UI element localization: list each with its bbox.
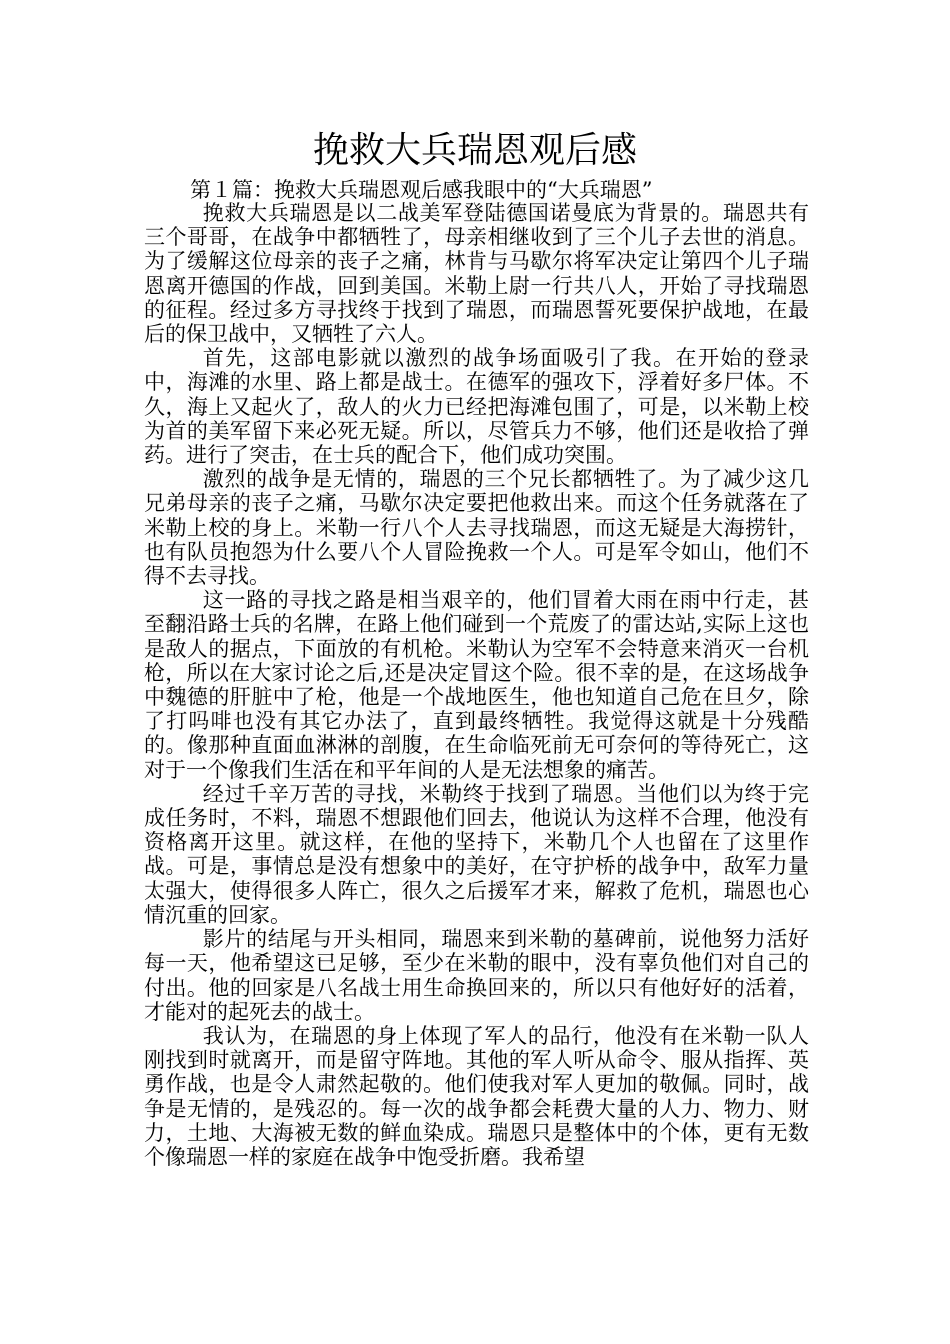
paragraph-5: 经过千辛万苦的寻找，米勒终于找到了瑞恩。当他们以为终于完成任务时，不料，瑞恩不想跟他们回去，他说认为这样不合理，他没有资格离开这里。就这样，在他的坚持下，米勒几个人也留在了这里作战。可是，事情总是没有想象中的美好，在守护桥的战争中，敌军力量太强大，使得很多人阵亡，很久之后援军才来，解救了危机，瑞恩也心情沉重的回家。 bbox=[144, 781, 809, 927]
section-heading: 第１篇：挽救大兵瑞恩观后感我眼中的“大兵瑞恩” bbox=[190, 178, 653, 202]
document-title: 挽救大兵瑞恩观后感 bbox=[312, 130, 637, 171]
document-body bbox=[144, 201, 809, 1169]
paragraph-6: 影片的结尾与开头相同，瑞恩来到米勒的墓碑前，说他努力活好每一天，他希望这已足够，至少在米勒的眼中，没有辜负他们对自己的付出。他的回家是八名战士用生命换回来的，所以只有他好好的活着，才能对的起死去的战士。 bbox=[144, 927, 809, 1024]
paragraph-2: 首先，这部电影就以激烈的战争场面吸引了我。在开始的登录中，海滩的水里、路上都是战士。在德军的强攻下，浮着好多尸体。不久，海上又起火了，敌人的火力已经把海滩包围了，可是，以米勒上校为首的美军留下来必死无疑。所以，尽管兵力不够，他们还是收拾了弹药。进行了突击，在士兵的配合下，他们成功突围。 bbox=[144, 346, 809, 468]
paragraph-1: 挽救大兵瑞恩是以二战美军登陆德国诺曼底为背景的。瑞恩共有三个哥哥，在战争中都牺牲了，母亲相继收到了三个儿子去世的消息。为了缓解这位母亲的丧子之痛，林肯与马歇尔将军决定让第四个儿子瑞恩离开德国的作战，回到美国。米勒上尉一行共八人，开始了寻找瑞恩的征程。经过多方寻找终于找到了瑞恩，而瑞恩誓死要保护战地，在最后的保卫战中，又牺牲了六人。 bbox=[144, 201, 809, 347]
paragraph-3: 激烈的战争是无情的，瑞恩的三个兄长都牺牲了。为了减少这几兄弟母亲的丧子之痛，马歇尔决定要把他救出来。而这个任务就落在了米勒上校的身上。米勒一行八个人去寻找瑞恩，而这无疑是大海捞针，也有队员抱怨为什么要八个人冒险挽救一个人。可是军令如山，他们不得不去寻找。 bbox=[144, 467, 809, 589]
paragraph-7: 我认为，在瑞恩的身上体现了军人的品行，他没有在米勒一队人刚找到时就离开，而是留守阵地。其他的军人听从命令、服从指挥、英勇作战，也是令人肃然起敬的。他们使我对军人更加的敬佩。同时，战争是无情的，是残忍的。每一次的战争都会耗费大量的人力、物力、财力，土地、大海被无数的鲜血染成。瑞恩只是整体中的个体，更有无数个像瑞恩一样的家庭在战争中饱受折磨。我希望 bbox=[144, 1023, 809, 1169]
paragraph-4: 这一路的寻找之路是相当艰辛的，他们冒着大雨在雨中行走，甚至翻沿路士兵的名牌，在路上他们碰到一个荒废了的雷达站,实际上这也是敌人的据点，下面放的有机枪。米勒认为空军不会特意来消灭一台机枪，所以在大家讨论之后,还是决定冒这个险。很不幸的是，在这场战争中魏德的肝脏中了枪，他是一个战地医生，他也知道自己危在旦夕，除了打吗啡也没有其它办法了，直到最终牺牲。我觉得这就是十分残酷的。像那种直面血淋淋的剖腹，在生命临死前无可奈何的等待死亡，这对于一个像我们生活在和平年间的人是无法想象的痛苦。 bbox=[144, 588, 809, 782]
